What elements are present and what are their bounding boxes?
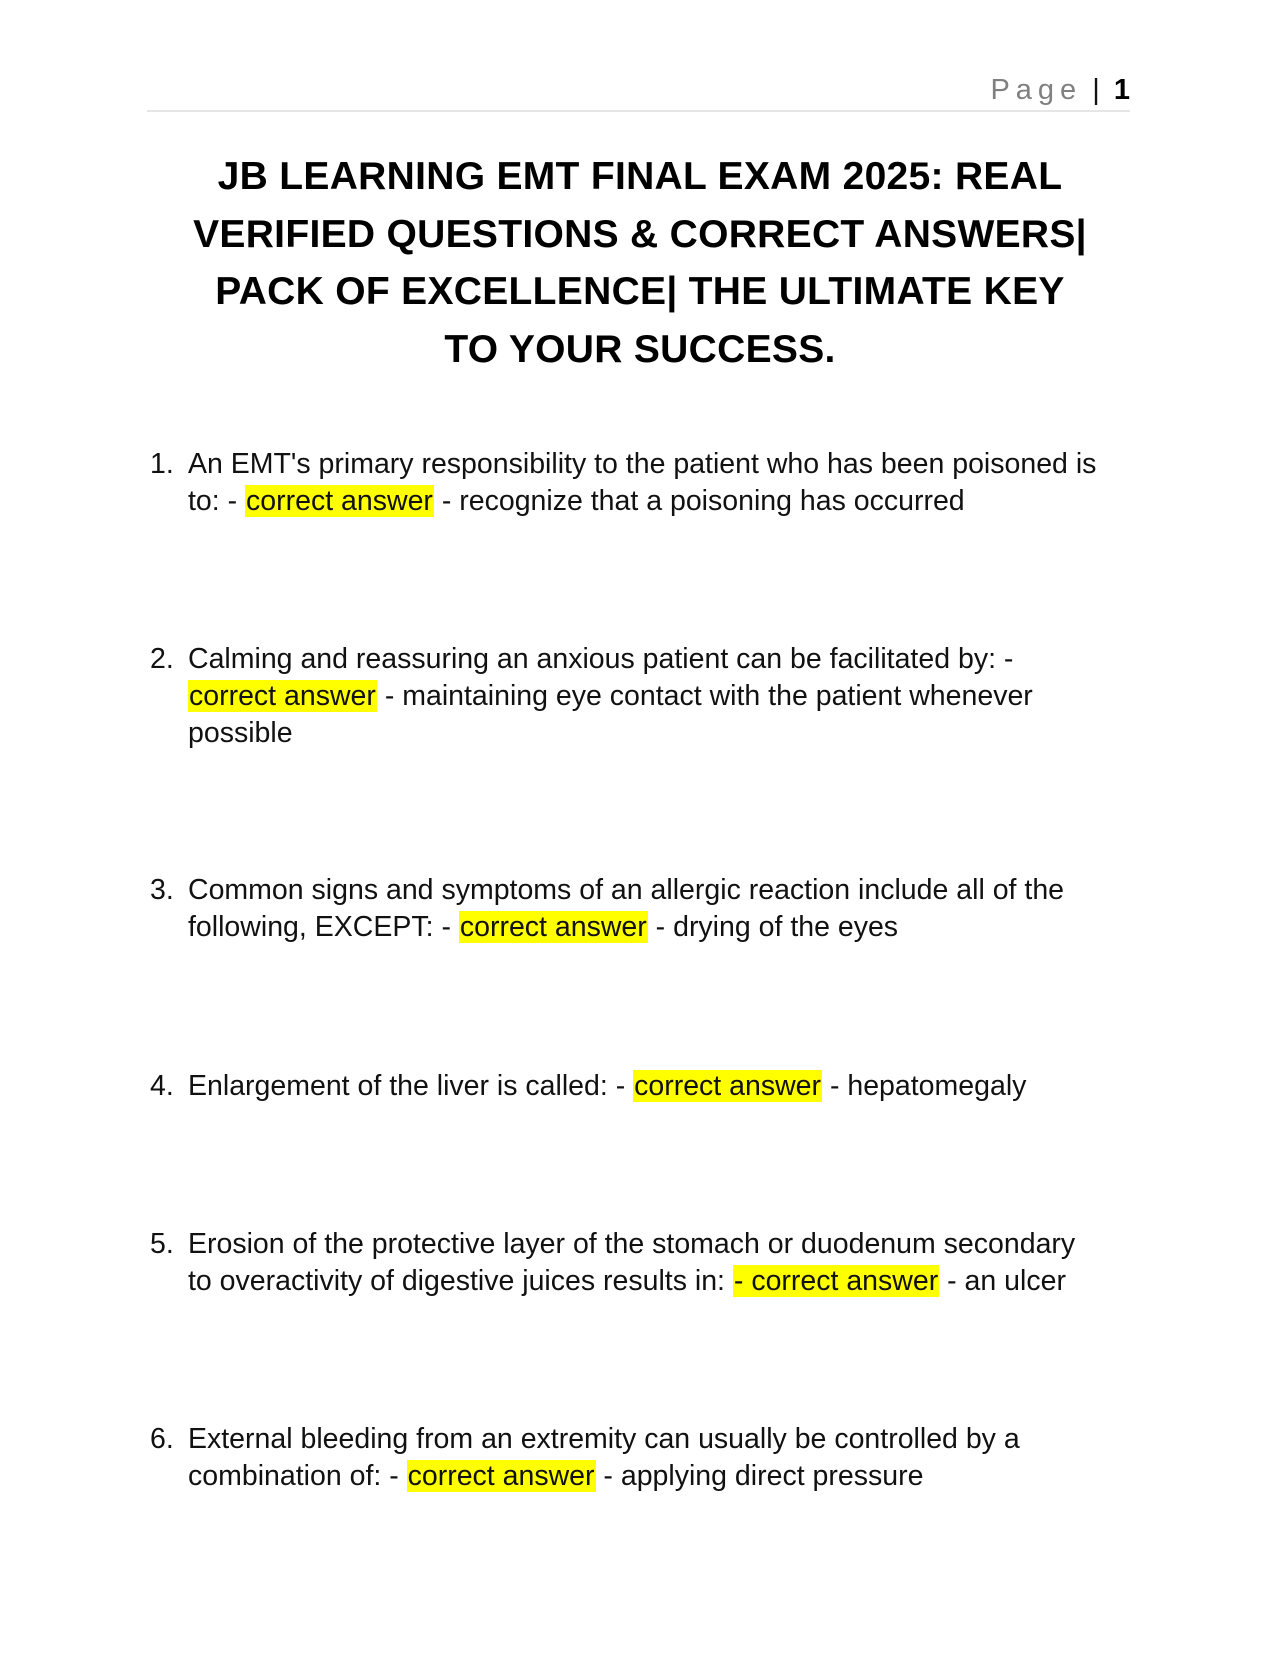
question-text: Erosion of the protective layer of the stomach or duodenum secondary [188, 1228, 1076, 1260]
question-number: 1. [150, 448, 174, 480]
question-line [188, 678, 1150, 715]
question-item [150, 872, 1150, 946]
question-text: - drying of the eyes [647, 911, 899, 943]
question-number: 3. [150, 874, 174, 906]
title-line: TO YOUR SUCCESS. [444, 327, 836, 371]
question-line [188, 641, 1150, 678]
answer-highlight: correct answer [459, 911, 647, 943]
answer-highlight: correct answer [246, 485, 433, 517]
question-text: An EMT's primary responsibility to the patient who has been poisoned is [188, 448, 1097, 480]
question-line [188, 483, 1150, 520]
question-text: to: - [188, 485, 246, 517]
title-line: VERIFIED QUESTIONS & CORRECT ANSWERS| [193, 212, 1087, 256]
question-number: 5. [150, 1228, 174, 1260]
question-text: - applying direct pressure [595, 1460, 924, 1492]
answer-highlight: correct answer [189, 680, 376, 712]
document-title [140, 148, 1140, 378]
question-line [188, 446, 1150, 483]
question-text: - maintaining eye contact with the patient whenever [376, 680, 1033, 712]
question-line [188, 1458, 1150, 1495]
question-number: 6. [150, 1423, 174, 1455]
header-rule [147, 110, 1130, 112]
question-item [150, 1421, 1150, 1495]
question-text: Common signs and symptoms of an allergic reaction include all of the [188, 874, 1065, 906]
question-line [188, 1068, 1150, 1105]
question-line [188, 715, 1150, 752]
question-text: possible [188, 717, 293, 749]
question-line [188, 1226, 1150, 1263]
question-text: - recognize that a poisoning has occurred [433, 485, 965, 517]
question-text: Enlargement of the liver is called: - [188, 1070, 634, 1102]
answer-highlight: - correct answer [733, 1265, 939, 1297]
page-label: Page [990, 74, 1083, 106]
question-item [150, 1226, 1150, 1300]
question-item [150, 641, 1150, 752]
title-line: JB LEARNING EMT FINAL EXAM 2025: REAL [217, 155, 1063, 198]
page-header [990, 74, 1130, 107]
question-line [188, 1263, 1150, 1300]
question-text: Calming and reassuring an anxious patient can be facilitated by: - [188, 643, 1014, 675]
question-text: External bleeding from an extremity can usually be controlled by a [188, 1423, 1020, 1455]
question-text: following, EXCEPT: - [188, 911, 459, 943]
page-separator: | [1092, 74, 1100, 106]
answer-highlight: correct answer [407, 1460, 595, 1492]
question-item [150, 1068, 1150, 1105]
question-line [188, 1421, 1150, 1458]
question-text: to overactivity of digestive juices results in: [188, 1265, 733, 1297]
question-item [150, 446, 1150, 520]
question-text: - an ulcer [939, 1265, 1066, 1297]
question-text: - hepatomegaly [822, 1070, 1027, 1102]
question-number: 4. [150, 1070, 174, 1102]
question-line [188, 909, 1150, 946]
title-line: PACK OF EXCELLENCE| THE ULTIMATE KEY [215, 270, 1065, 313]
question-line [188, 872, 1150, 909]
question-number: 2. [150, 643, 174, 675]
answer-highlight: correct answer [634, 1070, 822, 1102]
question-text: combination of: - [188, 1460, 407, 1492]
page-number: 1 [1113, 74, 1130, 106]
